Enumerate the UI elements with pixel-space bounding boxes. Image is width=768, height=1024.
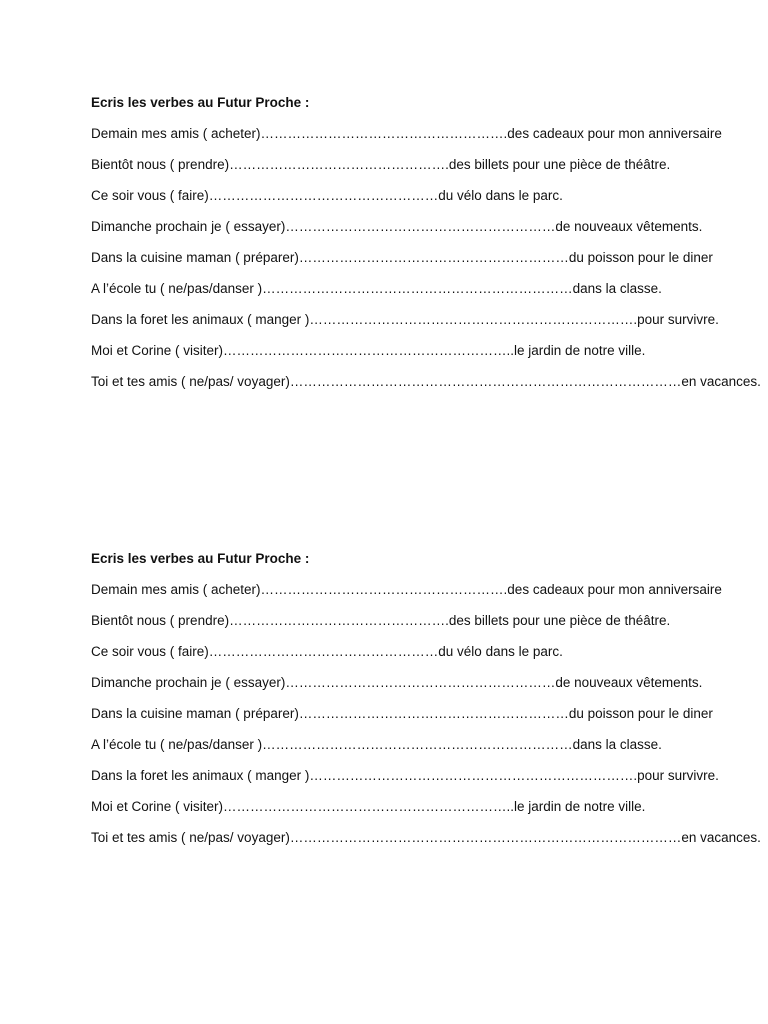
exercise-sentence: Demain mes amis ( acheter)……………………………………………….des cadeaux pour mon anniversaire <box>91 126 722 141</box>
exercise-sentence: Dimanche prochain je ( essayer)……………………………………………………de nouveaux vêtements. <box>91 219 703 234</box>
exercise-sentence: Toi et tes amis ( ne/pas/ voyager)……………………………………………………………………………en vacances. <box>91 830 761 845</box>
exercise-title: Ecris les verbes au Futur Proche : <box>91 551 310 566</box>
sentence-list <box>91 581 761 846</box>
exercise-sentence: Dans la foret les animaux ( manger )……………………………………………………………….pour survivre. <box>91 768 719 783</box>
exercise-sentence: Moi et Corine ( visiter)………………………………………………………..le jardin de notre ville. <box>91 343 646 358</box>
exercise-sentence: Ce soir vous ( faire)……………………………………………du vélo dans le parc. <box>91 644 563 659</box>
exercise-sentence: Dans la foret les animaux ( manger )……………………………………………………………….pour survivre. <box>91 312 719 327</box>
exercise-sentence: Moi et Corine ( visiter)………………………………………………………..le jardin de notre ville. <box>91 799 646 814</box>
exercise-sentence: Demain mes amis ( acheter)……………………………………………….des cadeaux pour mon anniversaire <box>91 582 722 597</box>
exercise-sentence: A l’école tu ( ne/pas/danser )……………………………………………………………dans la classe. <box>91 281 662 296</box>
exercise-sentence: Bientôt nous ( prendre)………………………………………….des billets pour une pièce de théâtre. <box>91 613 671 628</box>
exercise-sentence: Toi et tes amis ( ne/pas/ voyager)……………………………………………………………………………en vacances. <box>91 374 761 389</box>
exercise-sentence: Dans la cuisine maman ( préparer)……………………………………………………du poisson pour le diner <box>91 706 713 721</box>
exercise-sentence: Dans la cuisine maman ( préparer)……………………………………………………du poisson pour le diner <box>91 250 713 265</box>
exercise-sentence: Dimanche prochain je ( essayer)……………………………………………………de nouveaux vêtements. <box>91 675 703 690</box>
exercise-title: Ecris les verbes au Futur Proche : <box>91 95 310 110</box>
sentence-list <box>91 125 761 390</box>
exercise-sentence: Ce soir vous ( faire)……………………………………………du vélo dans le parc. <box>91 188 563 203</box>
exercise-block-2 <box>91 550 761 860</box>
exercise-sentence: Bientôt nous ( prendre)………………………………………….des billets pour une pièce de théâtre. <box>91 157 671 172</box>
exercise-block-1 <box>91 94 761 404</box>
exercise-sentence: A l’école tu ( ne/pas/danser )……………………………………………………………dans la classe. <box>91 737 662 752</box>
